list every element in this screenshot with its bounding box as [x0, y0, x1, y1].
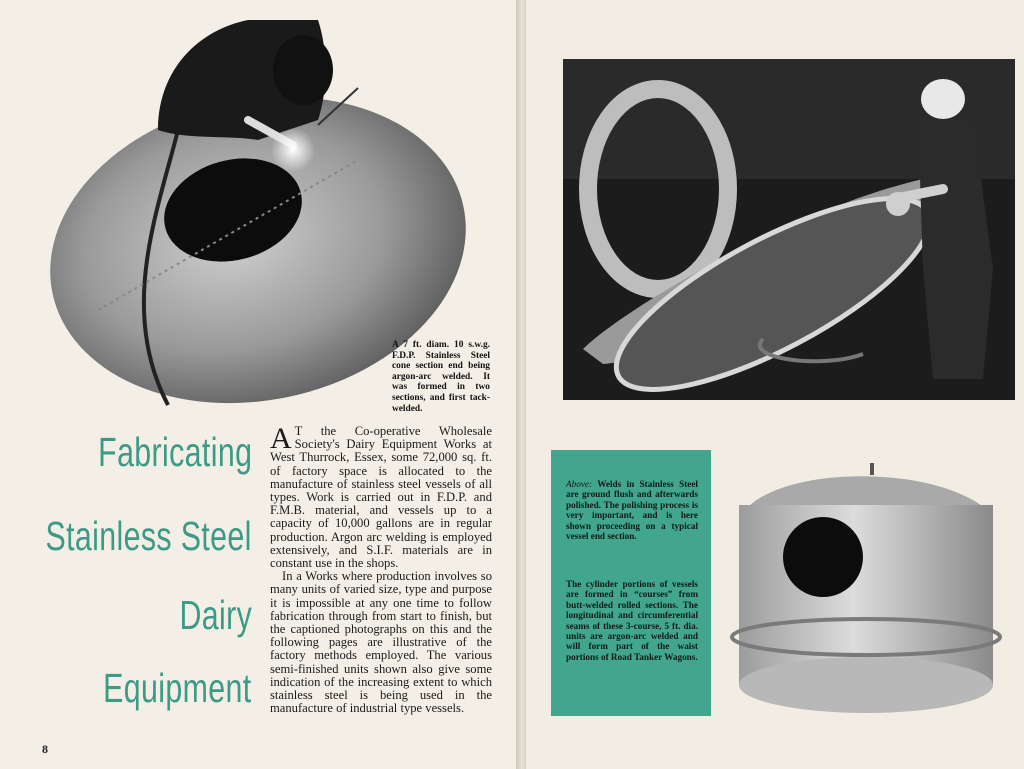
- article-body: [270, 422, 492, 716]
- cylinder-photo: [725, 455, 1003, 720]
- caption-box: [551, 450, 711, 716]
- cylinder-caption: The cylinder portions of vessels are formed in “courses” from butt-welded rolled sections. The longitudinal and circumferential seams of these 3-course, 5 ft. dia. units are argon-arc welded and will form part of the waist portions of Road Tanker Wagons.: [566, 579, 698, 662]
- page-number: 8: [42, 742, 48, 756]
- heading-line-1: Fabricating: [97, 429, 252, 475]
- drop-cap: A: [270, 422, 292, 455]
- welding-photo-caption: A 7 ft. diam. 10 s.w.g. F.D.P. Stainless Steel cone section end being argon-arc welded. It was formed in two sections, and first tack-welded.: [392, 340, 490, 414]
- heading-line-2: Stainless Steel: [45, 513, 252, 559]
- polishing-photo: [563, 59, 1015, 400]
- heading-line-4: Equipment: [103, 665, 252, 711]
- polishing-caption: [566, 479, 698, 541]
- body-paragraph-1-text: T the Co-operative Wholesale Society's Dairy Equipment Works at West Thurrock, Essex, some 72,000 sq. ft. of factory space is allocated to the manufacture of stainless steel vessels of all types. Work is carried out in F.D.P. and F.M.B. material, and vessels up to a capacity of 10,000 gallons are in regular production. Argon arc welding is employed extensively, and S.I.F. materials are in constant use in the shops.: [270, 424, 492, 571]
- heading-line-3: Dairy: [179, 592, 252, 638]
- above-label: Above:: [566, 479, 593, 489]
- body-paragraph-1: [270, 422, 492, 571]
- article-heading: [40, 430, 252, 720]
- body-paragraph-2: In a Works where production involves so many units of varied size, type and purpose it is impossible at any one time to follow fabrication through from start to finish, but the captioned photographs on this and the following pages are illustrative of the factory methods employed. The various semi-finished units shown also give some indication of the increasing extent to which stainless steel is being used in the manufacture of industrial type vessels.: [270, 569, 492, 716]
- polishing-caption-text: Welds in Stainless Steel are ground flush and afterwards polished. The polishing process is very important, and is here shown proceeding on a typical vessel end section.: [566, 479, 698, 542]
